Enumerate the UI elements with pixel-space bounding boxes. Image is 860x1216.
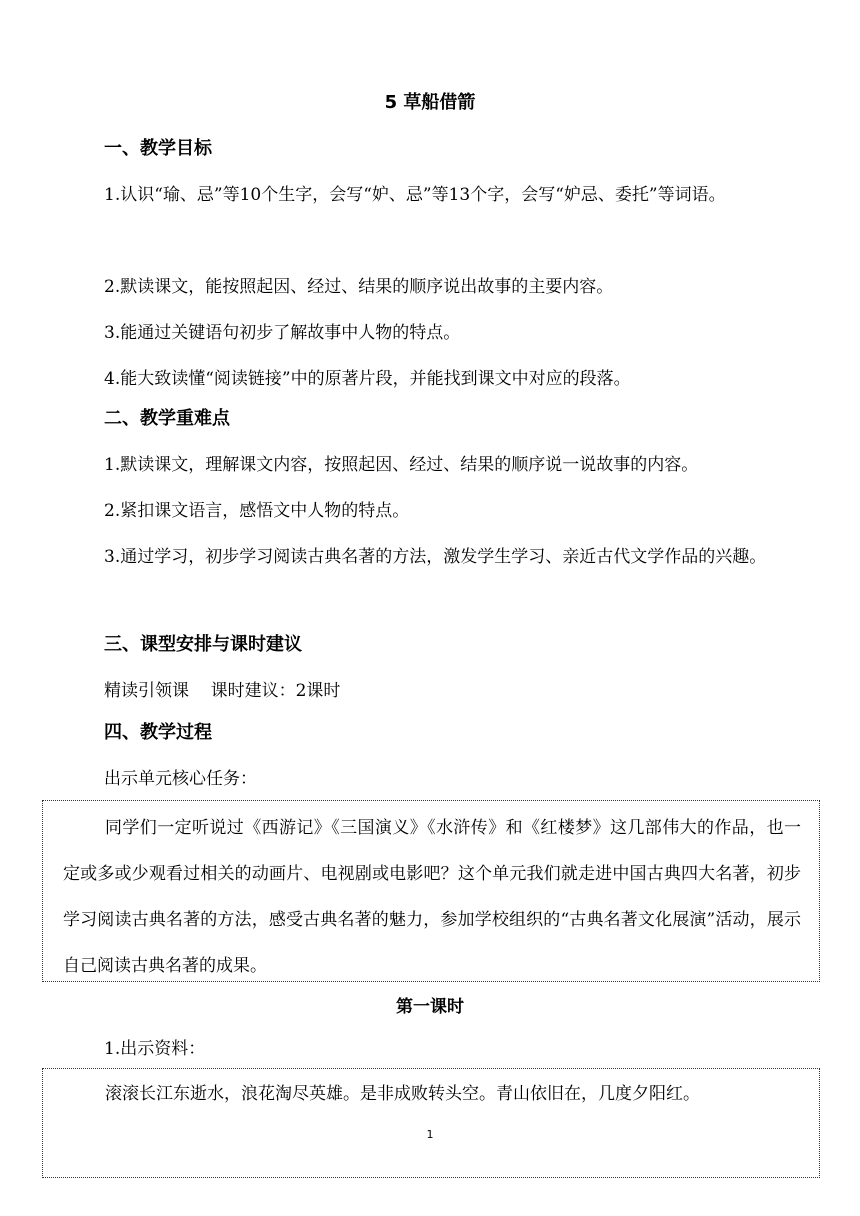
lesson-title: 第一课时 — [396, 997, 464, 1017]
goal-item-1: 1.认识“瑜、忌”等10个生字，会写“妒、忌”等13个字，会写“妒忌、委托”等词语。 — [104, 185, 726, 205]
key-point-item-3: 3.通过学习，初步学习阅读古典名著的方法，激发学生学习、亲近古代文学作品的兴趣。 — [104, 547, 767, 567]
heading-key-points: 二、教学重难点 — [104, 408, 230, 429]
material-text: 滚滚长江东逝水，浪花淘尽英雄。是非成败转头空。青山依旧在，几度夕阳红。 — [105, 1084, 700, 1104]
goal-item-2: 2.默读课文，能按照起因、经过、结果的顺序说出故事的主要内容。 — [104, 277, 614, 297]
heading-arrangement: 三、课型安排与课时建议 — [104, 634, 302, 655]
arrangement-text: 精读引领课 课时建议：2课时 — [104, 681, 341, 701]
core-task-box — [42, 800, 820, 982]
goal-item-3: 3.能通过关键语句初步了解故事中人物的特点。 — [104, 323, 461, 343]
lesson-step-1: 1.出示资料： — [104, 1039, 206, 1059]
core-task-text: 同学们一定听说过《西游记》《三国演义》《水浒传》和《红楼梦》这几部伟大的作品，也一定或多或少观看过相关的动画片、电视剧或电影吧？这个单元我们就走进中国古典四大名著，初步学习阅读古典名著的方法，感受古典名著的魅力，参加学校组织的“古典名著文化展演”活动，展示自己阅读古典名著的成果。 — [63, 818, 801, 976]
document-title: 5 草船借箭 — [384, 92, 476, 113]
key-point-item-2: 2.紧扣课文语言，感悟文中人物的特点。 — [104, 501, 410, 521]
process-intro: 出示单元核心任务： — [104, 769, 257, 789]
key-point-item-1: 1.默读课文，理解课文内容，按照起因、经过、结果的顺序说一说故事的内容。 — [104, 455, 699, 475]
heading-teaching-goals: 一、教学目标 — [104, 138, 212, 159]
material-box — [42, 1068, 820, 1178]
page-number: 1 — [426, 1128, 434, 1141]
goal-item-4: 4.能大致读懂“阅读链接”中的原著片段，并能找到课文中对应的段落。 — [104, 369, 631, 389]
heading-process: 四、教学过程 — [104, 722, 212, 743]
